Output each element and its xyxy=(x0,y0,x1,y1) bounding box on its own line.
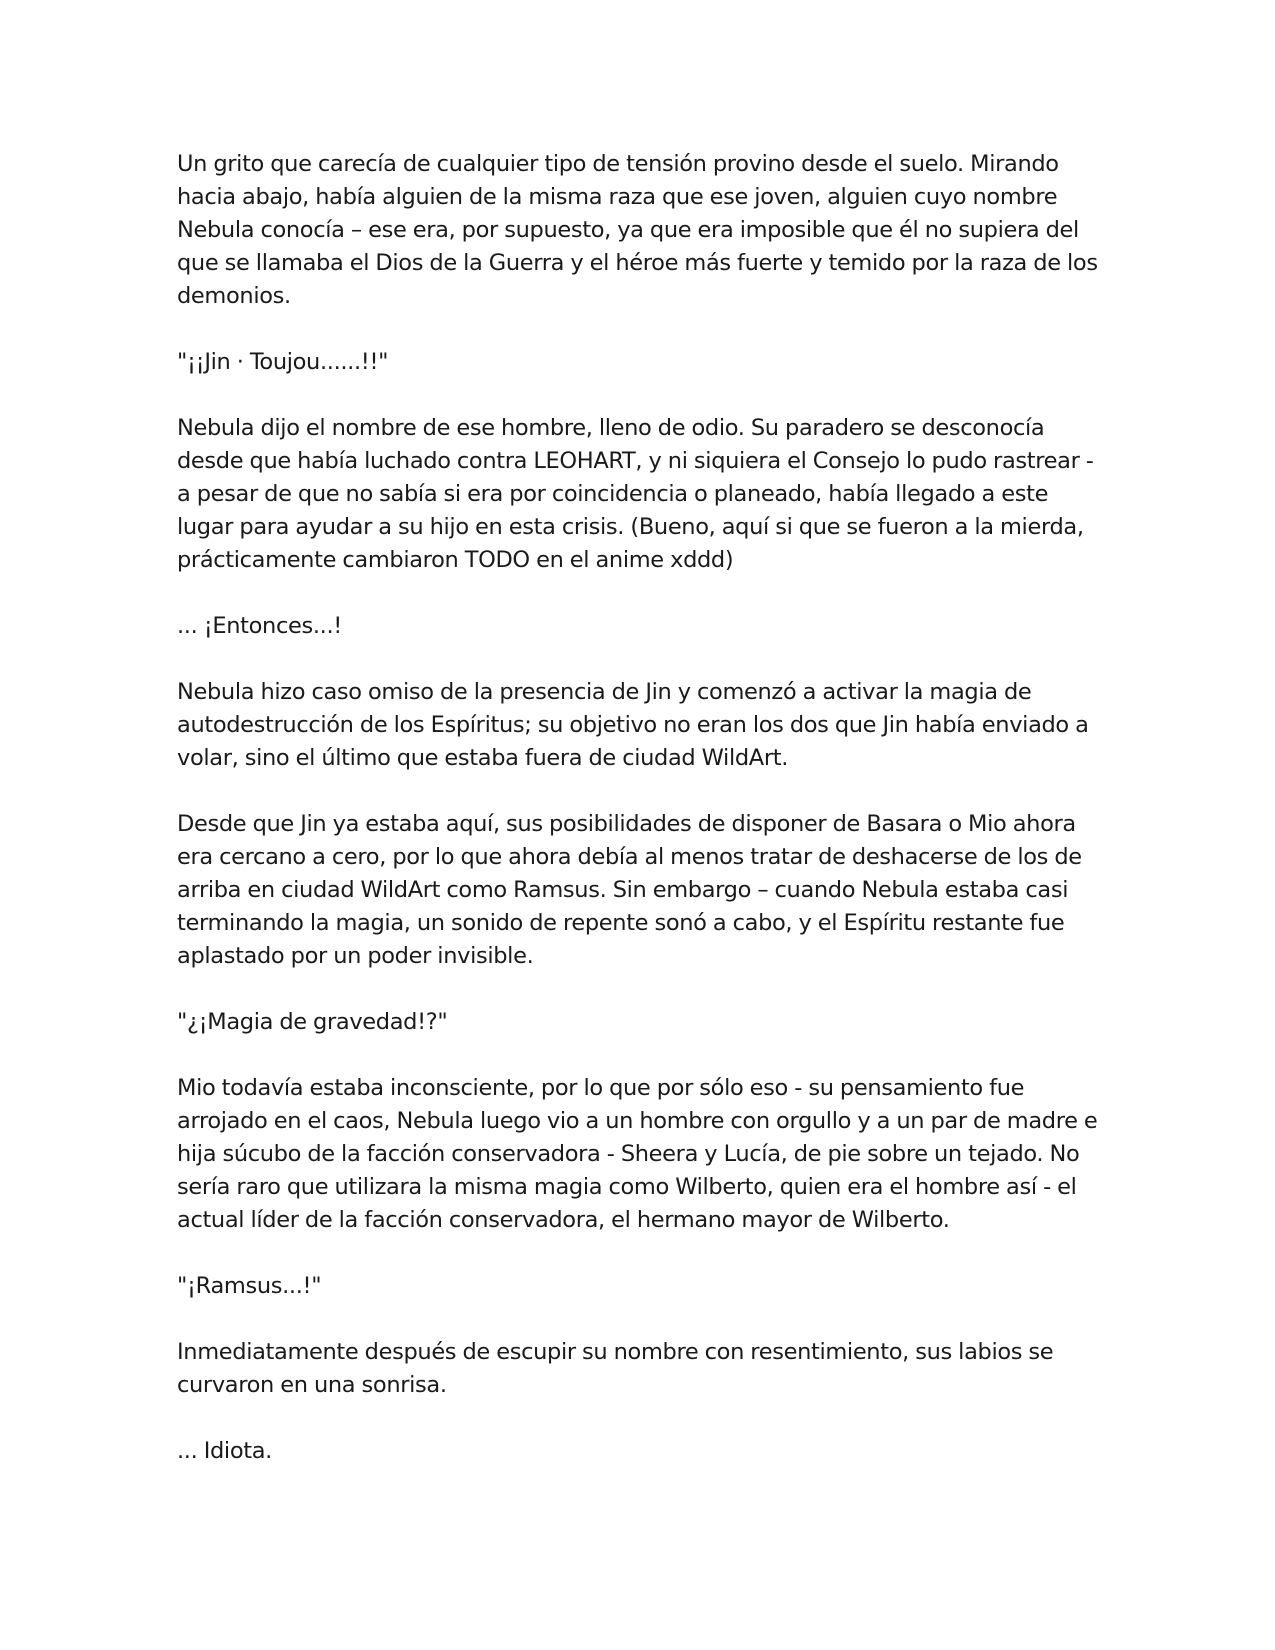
paragraph: Inmediatamente después de escupir su nombre con resentimiento, sus labios se curvaron en una sonrisa. xyxy=(177,1339,1054,1398)
document-body xyxy=(177,148,1107,1468)
dialogue-line: "¿¡Magia de gravedad!?" xyxy=(177,1009,448,1035)
paragraph: Nebula hizo caso omiso de la presencia de Jin y comenzó a activar la magia de autodestrucción de los Espíritus; su objetivo no eran los dos que Jin había enviado a volar, sino el último que estaba fuera de ciudad WildArt. xyxy=(177,679,1089,771)
dialogue-line: "¡Ramsus...!" xyxy=(177,1273,322,1299)
paragraph: Un grito que carecía de cualquier tipo de tensión provino desde el suelo. Mirando hacia abajo, había alguien de la misma raza que ese joven, alguien cuyo nombre Nebula conocía – ese era, por supuesto, ya que era imposible que él no supiera del que se llamaba el Dios de la Guerra y el héroe más fuerte y temido por la raza de los demonios. xyxy=(177,151,1098,309)
dialogue-line: "¡¡Jin · Toujou......!!" xyxy=(177,349,389,375)
paragraph: Desde que Jin ya estaba aquí, sus posibilidades de disponer de Basara o Mio ahora era cercano a cero, por lo que ahora debía al menos tratar de deshacerse de los de arriba en ciudad WildArt como Ramsus. Sin embargo – cuando Nebula estaba casi terminando la magia, un sonido de repente sonó a cabo, y el Espíritu restante fue aplastado por un poder invisible. xyxy=(177,811,1082,969)
paragraph: Mio todavía estaba inconsciente, por lo que por sólo eso - su pensamiento fue arrojado en el caos, Nebula luego vio a un hombre con orgullo y a un par de madre e hija súcubo de la facción conservadora - Sheera y Lucía, de pie sobre un tejado. No sería raro que utilizara la misma magia como Wilberto, quien era el hombre así - el actual líder de la facción conservadora, el hermano mayor de Wilberto. xyxy=(177,1075,1098,1233)
paragraph: Nebula dijo el nombre de ese hombre, lleno de odio. Su paradero se desconocía desde que había luchado contra LEOHART, y ni siquiera el Consejo lo pudo rastrear - a pesar de que no sabía si era por coincidencia o planeado, había llegado a este lugar para ayudar a su hijo en esta crisis. (Bueno, aquí si que se fueron a la mierda, prácticamente cambiaron TODO en el anime xddd) xyxy=(177,415,1094,573)
dialogue-line: ... ¡Entonces...! xyxy=(177,613,342,639)
dialogue-line: ... Idiota. xyxy=(177,1438,272,1464)
